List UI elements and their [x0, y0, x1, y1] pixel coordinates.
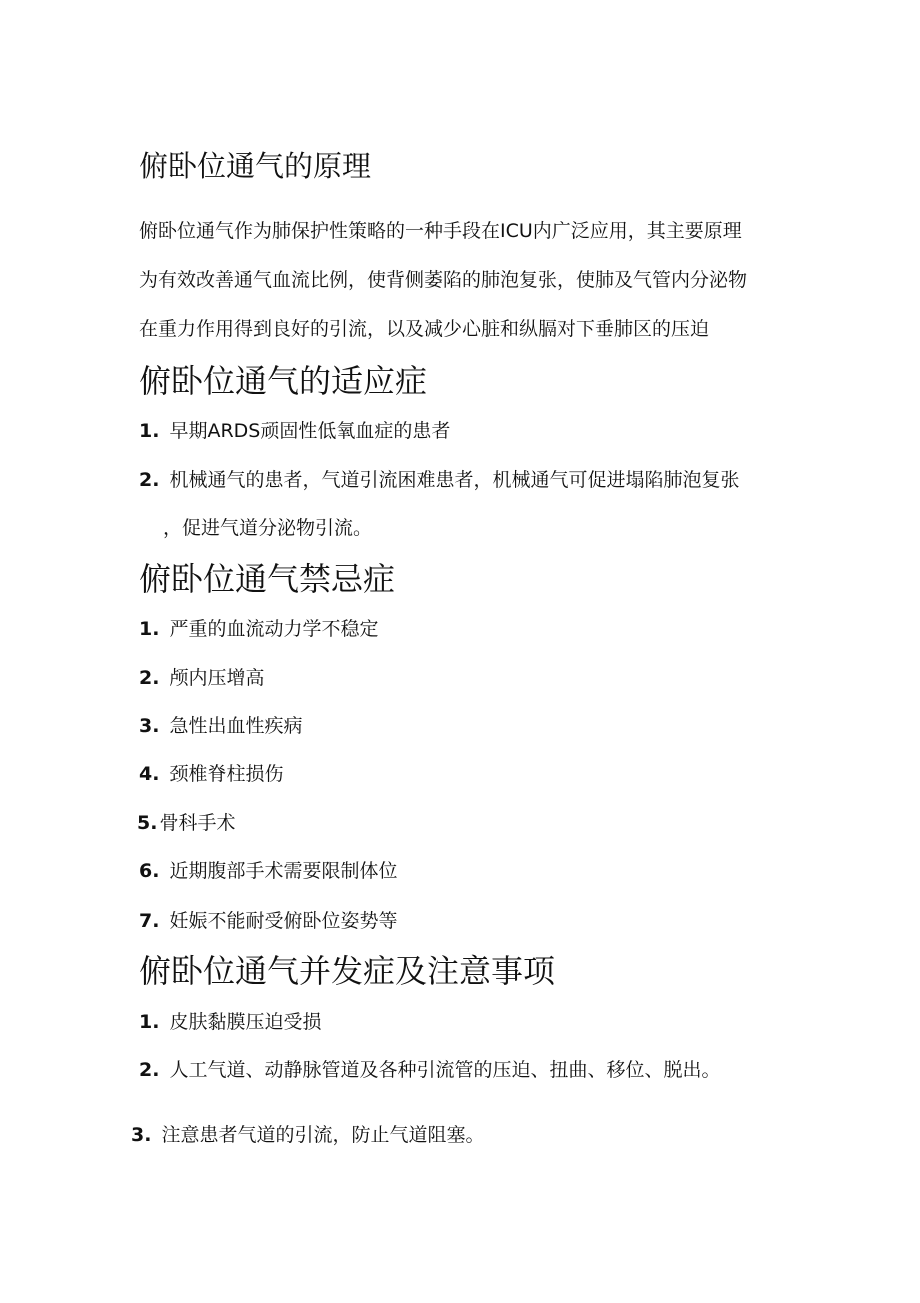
item-text: 严重的血流动力学不稳定 [169, 618, 379, 640]
item-text: 人工气道、动静脉管道及各种引流管的压迫、扭曲、移位、脱出。 [169, 1059, 721, 1081]
item-text: 早期ARDS顽固性低氧血症的患者 [169, 420, 451, 442]
complications-heading: 俯卧位通气并发症及注意事项 [139, 952, 556, 990]
item-number: 1. [139, 1011, 160, 1033]
complication-item [139, 1007, 321, 1034]
contraindication-item [139, 906, 397, 933]
item-text: 近期腹部手术需要限制体位 [169, 860, 398, 882]
contraindication-item [139, 759, 283, 786]
item-text: 机械通气的患者，气道引流困难患者，机械通气可促进塌陷肺泡复张 [169, 469, 740, 491]
contraindication-item [139, 856, 397, 883]
item-number: 3. [131, 1124, 152, 1146]
item-number: 3. [139, 715, 160, 737]
contraindication-item [139, 663, 264, 690]
item-text: 急性出血性疾病 [169, 715, 303, 737]
item-number: 6. [139, 860, 160, 882]
item-text: 骨科手术 [159, 812, 236, 834]
item-number: 2. [139, 667, 160, 689]
item-text: 皮肤黏膜压迫受损 [169, 1011, 322, 1033]
indications-heading: 俯卧位通气的适应症 [139, 362, 428, 400]
item-number: 1. [139, 420, 160, 442]
indication-item [139, 416, 450, 443]
item-number: 2. [139, 469, 160, 491]
principle-line-3: 在重力作用得到良好的引流，以及减少心脏和纵膈对下垂肺区的压迫 [139, 318, 710, 340]
item-number: 2. [139, 1059, 160, 1081]
principle-line-2: 为有效改善通气血流比例，使背侧萎陷的肺泡复张，使肺及气管内分泌物 [139, 269, 748, 291]
principle-line-1: 俯卧位通气作为肺保护性策略的一种手段在ICU内广泛应用，其主要原理 [139, 220, 742, 242]
complication-item [131, 1120, 484, 1147]
contraindication-item [137, 808, 235, 835]
item-number: 7. [139, 910, 160, 932]
contraindications-heading: 俯卧位通气禁忌症 [139, 560, 396, 598]
item-text: 颈椎脊柱损伤 [169, 763, 284, 785]
contraindication-item [139, 711, 302, 738]
item-number: 4. [139, 763, 160, 785]
item-text: 注意患者气道的引流，防止气道阻塞。 [161, 1124, 485, 1146]
contraindication-item [139, 614, 378, 641]
complication-item [139, 1055, 720, 1082]
item-number: 5. [137, 812, 158, 834]
principle-heading: 俯卧位通气的原理 [139, 149, 372, 183]
item-text: 颅内压增高 [169, 667, 265, 689]
indication-item [139, 465, 739, 492]
item-text: 妊娠不能耐受俯卧位姿势等 [169, 910, 398, 932]
indication-continuation: ，促进气道分泌物引流。 [163, 517, 373, 539]
item-number: 1. [139, 618, 160, 640]
